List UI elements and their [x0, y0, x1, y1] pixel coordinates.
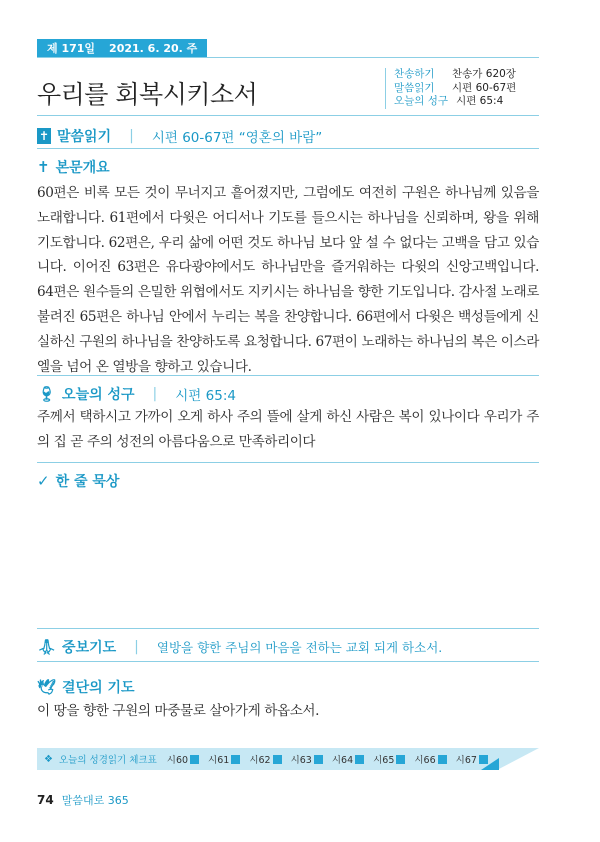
cross-icon: ✝: [37, 158, 50, 176]
verse-ref: 시편 65:4: [175, 388, 236, 404]
meditation-heading-row: [37, 471, 119, 491]
title-rule: [37, 115, 539, 116]
header-rule: [37, 57, 539, 58]
side-value: 찬송가 620장: [452, 68, 516, 80]
verse-heading: 오늘의 성구: [62, 387, 135, 403]
meditation-heading: 한 줄 묵상: [55, 474, 120, 490]
separator: |: [129, 128, 134, 144]
overview-text: 60편은 비록 모든 것이 무너지고 흩어졌지만, 그럼에도 여전히 구원은 하나님께 있음을 노래합니다. 61편에서 다윗은 어디서나 기도를 들으시는 하나님을 신뢰하며, 왕을 위해 기도합니다. 62편은, 우리 삶에 어떤 것도 하나님 보다 앞 설 수 없다는 고백을 담고 있습니다. 이어진 63편은 유다광야에서도 하나님만을 즐거워하는 다윗의 신앙고백입니다. 64편은 원수들의 은밀한 위협에서도 지키시는 하나님을 향한 기도입니다. 감사절 노래로 불려진 65편은 하나님 안에서 누리는 복을 찬양합니다. 66편에서 다윗은 백성들에게 신실하신 구원의 하나님을 찬양하도록 요청합니다. 67편이 노래하는 하나님의 복은 이스라엘을 넘어 온 열방을 향하고 있습니다.: [37, 185, 539, 375]
checklist-item-label: 시65: [373, 755, 395, 766]
intercession-heading-row: [37, 637, 442, 657]
checklist-item-label: 시62: [249, 755, 271, 766]
checklist-item-label: 시66: [414, 755, 436, 766]
overview-heading-row: [37, 157, 110, 177]
chalice-icon: 🍷︎: [37, 385, 57, 403]
checklist-item[interactable]: [249, 752, 281, 766]
reading-heading: 말씀읽기: [57, 129, 112, 145]
meditation-rule: [37, 628, 539, 629]
checklist-label: 오늘의 성경읽기 체크표: [58, 755, 157, 766]
side-label: 말씀읽기: [394, 81, 435, 94]
checklist-item[interactable]: [291, 752, 323, 766]
side-label: 오늘의 성구: [394, 95, 449, 107]
checklist-item[interactable]: [167, 752, 199, 766]
verse-rule: [37, 462, 539, 463]
diamond-icon: ❖: [44, 753, 53, 765]
checklist-item[interactable]: [414, 752, 446, 766]
day-number: 제 171일: [47, 42, 96, 55]
resolution-text: 이 땅을 향한 구원의 마중물로 살아가게 하옵소서.: [37, 703, 320, 719]
checkbox[interactable]: [273, 755, 282, 764]
checklist-item[interactable]: [373, 752, 405, 766]
checklist-item[interactable]: [332, 752, 364, 766]
page-title: 우리를 회복시키소서: [37, 80, 258, 109]
page-number: 74: [37, 793, 54, 807]
side-value: 시편 65:4: [456, 95, 504, 107]
separator: |: [134, 639, 139, 655]
book-title: 말씀대로 365: [61, 794, 129, 807]
checkbox[interactable]: [190, 755, 199, 764]
page-footer: [37, 792, 129, 808]
reading-checklist: [37, 748, 497, 770]
separator: |: [152, 386, 158, 402]
reading-heading-row: [37, 126, 322, 146]
page-corner-fold: [481, 758, 499, 770]
checkbox[interactable]: [231, 755, 240, 764]
reading-rule: [37, 148, 539, 149]
day-date-tag: [37, 39, 207, 57]
praying-hands-icon: 🙏︎: [37, 638, 57, 656]
checklist-item-label: 시61: [208, 755, 230, 766]
checkbox[interactable]: [438, 755, 447, 764]
checkbox[interactable]: [396, 755, 405, 764]
checkbox[interactable]: [355, 755, 364, 764]
dove-icon: 🕊︎: [37, 678, 57, 696]
checkbox[interactable]: [314, 755, 323, 764]
checklist-item[interactable]: [208, 752, 240, 766]
side-row-hymn: [394, 68, 516, 82]
bible-icon: ✝: [38, 129, 50, 143]
meditation-writing-area[interactable]: [37, 495, 539, 625]
intercession-rule: [37, 661, 539, 662]
verse-text: 주께서 택하시고 가까이 오게 하사 주의 뜰에 살게 하신 사람은 복이 있나이다 우리가 주의 집 곧 주의 성전의 아름다움으로 만족하리이다: [37, 409, 539, 450]
side-row-reading: [394, 82, 516, 96]
side-info: [385, 68, 516, 109]
checklist-bar-tail: [497, 748, 539, 770]
check-icon: ✓: [37, 472, 50, 490]
verse-heading-row: [37, 384, 236, 404]
intercession-text: 열방을 향한 주님의 마음을 전하는 교회 되게 하소서.: [156, 640, 443, 655]
overview-heading: 본문개요: [55, 160, 110, 176]
checklist-item-label: 시67: [455, 755, 477, 766]
overview-rule: [37, 375, 539, 376]
resolution-heading-row: [37, 677, 135, 697]
resolution-heading: 결단의 기도: [62, 680, 135, 696]
side-label: 찬송하기: [394, 68, 435, 80]
reading-passage: 시편 60-67편 “영혼의 바람”: [151, 130, 323, 146]
checklist-item-label: 시60: [166, 755, 189, 766]
intercession-heading: 중보기도: [62, 640, 117, 656]
date-text: 2021. 6. 20. 주: [109, 42, 198, 55]
side-row-verse: [394, 95, 516, 109]
checklist-item-label: 시63: [290, 755, 312, 766]
checklist-item-label: 시64: [331, 755, 354, 766]
side-value: 시편 60-67편: [452, 81, 517, 94]
